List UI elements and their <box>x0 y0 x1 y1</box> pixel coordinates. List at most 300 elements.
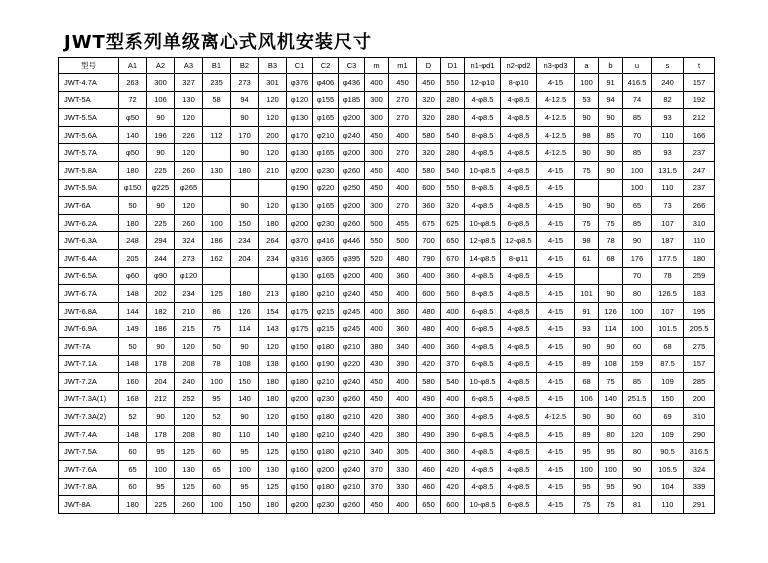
value-cell: φ395 <box>339 249 365 267</box>
value-cell: 65 <box>623 197 652 215</box>
value-cell: 195 <box>684 302 715 320</box>
value-cell: 100 <box>623 320 652 338</box>
value-cell: 6-φ8.5 <box>465 425 501 443</box>
value-cell: 400 <box>441 302 465 320</box>
value-cell: 100 <box>599 461 623 479</box>
table-row <box>59 373 715 391</box>
value-cell: 106 <box>575 390 599 408</box>
value-cell: 225 <box>147 496 175 514</box>
value-cell: 580 <box>417 126 441 144</box>
value-cell: φ215 <box>313 302 339 320</box>
value-cell: 280 <box>441 91 465 109</box>
value-cell: 4-15 <box>537 249 575 267</box>
value-cell: 101.5 <box>652 320 684 338</box>
value-cell: 327 <box>175 74 203 92</box>
value-cell: 12-φ10 <box>465 74 501 92</box>
value-cell: 90 <box>231 337 259 355</box>
value-cell: 450 <box>365 373 389 391</box>
value-cell: φ200 <box>339 109 365 127</box>
model-cell: JWT-7.6A <box>59 461 119 479</box>
value-cell: 90 <box>599 408 623 426</box>
value-cell: 100 <box>623 302 652 320</box>
value-cell: 400 <box>389 179 417 197</box>
value-cell: φ165 <box>313 144 339 162</box>
value-cell: 166 <box>684 126 715 144</box>
value-cell: 400 <box>441 390 465 408</box>
value-cell: 300 <box>147 74 175 92</box>
value-cell: 790 <box>417 249 441 267</box>
model-cell: JWT-5.5A <box>59 109 119 127</box>
value-cell: 370 <box>365 478 389 496</box>
value-cell: 140 <box>259 425 287 443</box>
value-cell: φ180 <box>287 285 313 303</box>
value-cell: 280 <box>441 144 465 162</box>
value-cell: 177.5 <box>652 249 684 267</box>
value-cell: 259 <box>684 267 715 285</box>
value-cell: 580 <box>417 373 441 391</box>
value-cell: φ130 <box>287 197 313 215</box>
value-cell: 108 <box>231 355 259 373</box>
value-cell: 75 <box>599 373 623 391</box>
value-cell: 400 <box>389 126 417 144</box>
value-cell: 180 <box>119 496 147 514</box>
column-header: n2-φd2 <box>501 58 537 74</box>
value-cell: 100 <box>575 461 599 479</box>
table-row <box>59 179 715 197</box>
value-cell: 90 <box>147 144 175 162</box>
value-cell: φ210 <box>339 337 365 355</box>
value-cell: 68 <box>575 373 599 391</box>
value-cell: 90 <box>147 109 175 127</box>
value-cell: φ210 <box>339 478 365 496</box>
table-row <box>59 461 715 479</box>
value-cell: 320 <box>417 91 441 109</box>
value-cell: 178 <box>147 355 175 373</box>
value-cell: 4-15 <box>537 285 575 303</box>
value-cell: 212 <box>684 109 715 127</box>
value-cell: φ260 <box>339 390 365 408</box>
value-cell: φ175 <box>287 320 313 338</box>
value-cell: φ200 <box>287 214 313 232</box>
value-cell: 210 <box>175 302 203 320</box>
value-cell: φ120 <box>175 267 203 285</box>
value-cell: 93 <box>652 144 684 162</box>
value-cell: 291 <box>684 496 715 514</box>
model-cell: JWT-7.3A(1) <box>59 390 119 408</box>
value-cell: 68 <box>599 249 623 267</box>
value-cell: φ170 <box>287 126 313 144</box>
model-cell: JWT-6.9A <box>59 320 119 338</box>
value-cell: 60 <box>203 443 231 461</box>
value-cell: 180 <box>119 214 147 232</box>
model-cell: JWT-6.5A <box>59 267 119 285</box>
value-cell: 107 <box>652 214 684 232</box>
value-cell: 106 <box>147 91 175 109</box>
value-cell: 90 <box>599 109 623 127</box>
value-cell: 400 <box>365 320 389 338</box>
value-cell: 74 <box>623 91 652 109</box>
value-cell: 78 <box>652 267 684 285</box>
value-cell: φ190 <box>313 355 339 373</box>
value-cell: 78 <box>599 232 623 250</box>
table-row <box>59 91 715 109</box>
value-cell: 120 <box>259 337 287 355</box>
value-cell: 90 <box>599 337 623 355</box>
value-cell: 400 <box>417 443 441 461</box>
value-cell: φ50 <box>119 144 147 162</box>
table-row <box>59 285 715 303</box>
value-cell: 650 <box>417 496 441 514</box>
value-cell: 91 <box>599 74 623 92</box>
value-cell: 95 <box>599 443 623 461</box>
value-cell: 94 <box>599 91 623 109</box>
value-cell: 360 <box>441 267 465 285</box>
value-cell: 182 <box>147 302 175 320</box>
value-cell: 4-φ8.5 <box>501 478 537 496</box>
value-cell: 6-φ8.5 <box>465 320 501 338</box>
value-cell: 178 <box>147 425 175 443</box>
value-cell: 8-φ8.5 <box>465 179 501 197</box>
value-cell: 340 <box>389 337 417 355</box>
value-cell: φ155 <box>313 91 339 109</box>
table-row <box>59 214 715 232</box>
value-cell: 120 <box>259 91 287 109</box>
value-cell: 104 <box>652 478 684 496</box>
value-cell: 4-φ8.5 <box>465 91 501 109</box>
value-cell: 4-15 <box>537 214 575 232</box>
value-cell: 98 <box>575 232 599 250</box>
column-header: A2 <box>147 58 175 74</box>
value-cell: φ210 <box>313 285 339 303</box>
value-cell: 215 <box>175 320 203 338</box>
value-cell: 301 <box>259 74 287 92</box>
value-cell: 400 <box>389 285 417 303</box>
table-row <box>59 144 715 162</box>
value-cell: 6-φ8.5 <box>465 302 501 320</box>
value-cell: 90 <box>575 408 599 426</box>
value-cell: 400 <box>365 302 389 320</box>
model-cell: JWT-5.6A <box>59 126 119 144</box>
value-cell: φ210 <box>339 408 365 426</box>
value-cell: φ180 <box>287 373 313 391</box>
value-cell: 75 <box>575 496 599 514</box>
value-cell <box>575 179 599 197</box>
value-cell: 550 <box>365 232 389 250</box>
value-cell: 320 <box>441 197 465 215</box>
value-cell: 290 <box>684 425 715 443</box>
value-cell: 85 <box>599 126 623 144</box>
value-cell: 150 <box>652 390 684 408</box>
value-cell: 143 <box>259 320 287 338</box>
value-cell: 75 <box>599 496 623 514</box>
value-cell: 126 <box>599 302 623 320</box>
column-header: a <box>575 58 599 74</box>
value-cell: 180 <box>259 373 287 391</box>
column-header: n3-φd3 <box>537 58 575 74</box>
table-row <box>59 425 715 443</box>
value-cell: 90 <box>147 197 175 215</box>
value-cell: φ316 <box>287 249 313 267</box>
value-cell: φ160 <box>287 461 313 479</box>
value-cell: 4-φ8.5 <box>501 91 537 109</box>
value-cell: 6-φ8.5 <box>501 214 537 232</box>
value-cell: 600 <box>441 496 465 514</box>
value-cell: 81 <box>623 496 652 514</box>
value-cell: 675 <box>417 214 441 232</box>
value-cell: 50 <box>119 197 147 215</box>
value-cell: 202 <box>147 285 175 303</box>
value-cell: 95 <box>203 390 231 408</box>
value-cell: 480 <box>417 302 441 320</box>
value-cell: φ200 <box>313 461 339 479</box>
page-title: JWT型系列单级离心式风机安装尺寸 <box>64 32 372 53</box>
value-cell: 252 <box>175 390 203 408</box>
value-cell: 73 <box>652 197 684 215</box>
value-cell: 8-φ10 <box>501 74 537 92</box>
value-cell: 600 <box>417 179 441 197</box>
value-cell: 82 <box>652 91 684 109</box>
value-cell: 90 <box>575 144 599 162</box>
value-cell: φ230 <box>313 214 339 232</box>
value-cell <box>203 179 231 197</box>
value-cell: 4-φ8.5 <box>465 144 501 162</box>
value-cell: 400 <box>365 267 389 285</box>
value-cell <box>231 179 259 197</box>
model-cell: JWT-6A <box>59 197 119 215</box>
value-cell: 8-φ11 <box>501 249 537 267</box>
value-cell: 650 <box>441 232 465 250</box>
value-cell: 100 <box>231 461 259 479</box>
value-cell: 126 <box>231 302 259 320</box>
table-row <box>59 249 715 267</box>
value-cell: 100 <box>203 214 231 232</box>
value-cell: 90 <box>231 408 259 426</box>
column-header: A1 <box>119 58 147 74</box>
value-cell: 114 <box>599 320 623 338</box>
value-cell: 52 <box>119 408 147 426</box>
value-cell: φ406 <box>313 74 339 92</box>
value-cell: 4-φ8.5 <box>465 267 501 285</box>
value-cell: 4-φ8.5 <box>501 355 537 373</box>
value-cell: 75 <box>599 214 623 232</box>
value-cell: 450 <box>365 285 389 303</box>
value-cell: 4-φ8.5 <box>501 337 537 355</box>
value-cell: 86 <box>203 302 231 320</box>
value-cell: 4-φ8.5 <box>501 443 537 461</box>
value-cell: φ180 <box>287 425 313 443</box>
table-row <box>59 496 715 514</box>
value-cell: 180 <box>684 249 715 267</box>
value-cell: 90 <box>231 109 259 127</box>
value-cell: 360 <box>441 443 465 461</box>
value-cell: 200 <box>259 126 287 144</box>
value-cell: 101 <box>575 285 599 303</box>
column-header: C1 <box>287 58 313 74</box>
value-cell: 90 <box>147 408 175 426</box>
value-cell: 360 <box>389 267 417 285</box>
value-cell: 50 <box>119 337 147 355</box>
value-cell: 205.5 <box>684 320 715 338</box>
value-cell: φ220 <box>313 179 339 197</box>
value-cell: 480 <box>417 320 441 338</box>
value-cell: φ210 <box>313 373 339 391</box>
value-cell: 192 <box>684 91 715 109</box>
value-cell: φ210 <box>313 126 339 144</box>
value-cell: 4-15 <box>537 478 575 496</box>
value-cell: 4-φ8.5 <box>501 285 537 303</box>
model-cell: JWT-5A <box>59 91 119 109</box>
value-cell: 90 <box>231 144 259 162</box>
value-cell: 100 <box>203 373 231 391</box>
value-cell: 270 <box>389 197 417 215</box>
value-cell: 140 <box>231 390 259 408</box>
value-cell: 95 <box>147 478 175 496</box>
value-cell: 300 <box>365 197 389 215</box>
model-cell: JWT-5.9A <box>59 179 119 197</box>
value-cell: 89 <box>575 355 599 373</box>
value-cell: 180 <box>231 161 259 179</box>
value-cell: φ165 <box>313 109 339 127</box>
value-cell: 204 <box>147 373 175 391</box>
value-cell: φ60 <box>119 267 147 285</box>
value-cell: 400 <box>417 267 441 285</box>
value-cell: 4-15 <box>537 355 575 373</box>
value-cell: 550 <box>441 179 465 197</box>
table-row <box>59 355 715 373</box>
value-cell: 120 <box>259 197 287 215</box>
value-cell: 105.5 <box>652 461 684 479</box>
value-cell: 212 <box>147 390 175 408</box>
value-cell: 550 <box>441 74 465 92</box>
value-cell: 168 <box>119 390 147 408</box>
value-cell: 110 <box>231 425 259 443</box>
value-cell: φ240 <box>339 126 365 144</box>
value-cell: 455 <box>389 214 417 232</box>
value-cell: φ175 <box>287 302 313 320</box>
value-cell: 110 <box>652 179 684 197</box>
value-cell: 270 <box>389 144 417 162</box>
table-row <box>59 302 715 320</box>
value-cell: 100 <box>575 74 599 92</box>
value-cell: 420 <box>417 355 441 373</box>
value-cell: 52 <box>203 408 231 426</box>
value-cell: 157 <box>684 74 715 92</box>
value-cell: 400 <box>389 161 417 179</box>
value-cell: 196 <box>147 126 175 144</box>
value-cell: 273 <box>231 74 259 92</box>
value-cell: 120 <box>175 197 203 215</box>
value-cell: 148 <box>119 425 147 443</box>
value-cell: 180 <box>119 161 147 179</box>
value-cell: 53 <box>575 91 599 109</box>
value-cell: 120 <box>259 109 287 127</box>
value-cell: 450 <box>389 74 417 92</box>
value-cell: 273 <box>175 249 203 267</box>
value-cell: 80 <box>203 425 231 443</box>
value-cell: 4-15 <box>537 197 575 215</box>
value-cell: 205 <box>119 249 147 267</box>
value-cell: 95 <box>599 478 623 496</box>
value-cell <box>203 267 231 285</box>
value-cell: 4-φ8.5 <box>501 408 537 426</box>
value-cell: 6-φ8.5 <box>501 496 537 514</box>
value-cell: 90 <box>623 232 652 250</box>
value-cell: 460 <box>417 478 441 496</box>
value-cell: 360 <box>389 320 417 338</box>
model-cell: JWT-7.4A <box>59 425 119 443</box>
value-cell: 580 <box>417 161 441 179</box>
column-header: C2 <box>313 58 339 74</box>
value-cell: 380 <box>365 337 389 355</box>
value-cell: 4-12.5 <box>537 126 575 144</box>
value-cell: 100 <box>623 161 652 179</box>
value-cell: 270 <box>389 109 417 127</box>
model-cell: JWT-4.7A <box>59 74 119 92</box>
value-cell: 235 <box>203 74 231 92</box>
value-cell: 78 <box>203 355 231 373</box>
value-cell: 4-15 <box>537 425 575 443</box>
value-cell: 370 <box>441 355 465 373</box>
table-row <box>59 337 715 355</box>
model-cell: JWT-7A <box>59 337 119 355</box>
value-cell: 360 <box>441 337 465 355</box>
value-cell: 144 <box>119 302 147 320</box>
value-cell: 300 <box>365 109 389 127</box>
value-cell: 280 <box>441 109 465 127</box>
value-cell: 120 <box>175 109 203 127</box>
value-cell: 400 <box>417 408 441 426</box>
value-cell: φ265 <box>175 179 203 197</box>
value-cell: 126.5 <box>652 285 684 303</box>
value-cell: 75 <box>575 161 599 179</box>
value-cell: 85 <box>623 144 652 162</box>
value-cell: 285 <box>684 373 715 391</box>
value-cell: 520 <box>365 249 389 267</box>
value-cell: 370 <box>365 461 389 479</box>
value-cell: φ160 <box>287 355 313 373</box>
model-cell: JWT-7.8A <box>59 478 119 496</box>
value-cell: 4-15 <box>537 267 575 285</box>
value-cell: 162 <box>203 249 231 267</box>
value-cell: 72 <box>119 91 147 109</box>
value-cell: 204 <box>231 249 259 267</box>
value-cell: 110 <box>652 496 684 514</box>
value-cell: 540 <box>441 161 465 179</box>
value-cell: 70 <box>623 267 652 285</box>
value-cell: 110 <box>684 232 715 250</box>
column-header: C3 <box>339 58 365 74</box>
value-cell: 320 <box>417 144 441 162</box>
value-cell: 4-15 <box>537 443 575 461</box>
value-cell: φ150 <box>287 337 313 355</box>
value-cell: φ240 <box>339 461 365 479</box>
value-cell: 560 <box>441 285 465 303</box>
value-cell: φ130 <box>287 267 313 285</box>
column-header: u <box>623 58 652 74</box>
value-cell: 390 <box>441 425 465 443</box>
model-cell: JWT-7.5A <box>59 443 119 461</box>
model-cell: JWT-7.1A <box>59 355 119 373</box>
value-cell: 225 <box>147 214 175 232</box>
column-header: 型号 <box>59 58 119 74</box>
value-cell: φ165 <box>313 197 339 215</box>
table-row <box>59 197 715 215</box>
value-cell: 240 <box>652 74 684 92</box>
table-row <box>59 161 715 179</box>
value-cell: 500 <box>365 214 389 232</box>
column-header: D <box>417 58 441 74</box>
value-cell: 240 <box>175 373 203 391</box>
